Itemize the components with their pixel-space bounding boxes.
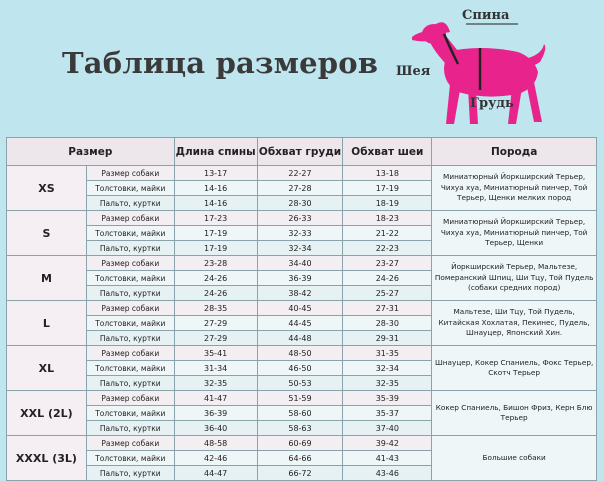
table-body (7, 166, 597, 481)
garment-type-cell: Толстовки, майки (86, 226, 174, 241)
garment-type-cell: Размер собаки (86, 166, 174, 181)
breed-cell: Миниатюрный Йоркширский Терьер, Чихуа хуа, Миниатюрный пинчер, Той Терьер, Щенки мелких пород (432, 166, 597, 211)
neck-cell: 31-35 (343, 346, 432, 361)
chest-cell: 27-28 (257, 181, 343, 196)
back-length-cell: 42-46 (174, 451, 257, 466)
chest-cell: 32-33 (257, 226, 343, 241)
garment-type-cell: Размер собаки (86, 391, 174, 406)
table-row (7, 436, 597, 451)
neck-cell: 18-23 (343, 211, 432, 226)
table-row (7, 211, 597, 226)
size-cell: L (7, 301, 87, 346)
chest-cell: 44-45 (257, 316, 343, 331)
back-length-cell: 17-23 (174, 211, 257, 226)
size-table (6, 137, 597, 481)
dog-illustration (388, 4, 558, 134)
chest-cell: 51-59 (257, 391, 343, 406)
chest-cell: 66-72 (257, 466, 343, 481)
back-length-cell: 17-19 (174, 226, 257, 241)
back-length-cell: 31-34 (174, 361, 257, 376)
back-length-cell: 44-47 (174, 466, 257, 481)
garment-type-cell: Размер собаки (86, 346, 174, 361)
breed-cell: Большие собаки (432, 436, 597, 481)
size-cell: XXXL (3L) (7, 436, 87, 481)
back-length-cell: 36-40 (174, 421, 257, 436)
neck-cell: 32-34 (343, 361, 432, 376)
header-chest: Обхват груди (257, 138, 343, 166)
size-cell: XXL (2L) (7, 391, 87, 436)
back-length-cell: 24-26 (174, 271, 257, 286)
chest-cell: 26-33 (257, 211, 343, 226)
garment-type-cell: Пальто, куртки (86, 241, 174, 256)
chest-cell: 34-40 (257, 256, 343, 271)
garment-type-cell: Толстовки, майки (86, 271, 174, 286)
neck-cell: 24-26 (343, 271, 432, 286)
garment-type-cell: Размер собаки (86, 211, 174, 226)
header-back-length: Длина спины (174, 138, 257, 166)
chest-cell: 50-53 (257, 376, 343, 391)
chest-cell: 22-27 (257, 166, 343, 181)
neck-cell: 17-19 (343, 181, 432, 196)
chest-cell: 60-69 (257, 436, 343, 451)
chest-cell: 58-60 (257, 406, 343, 421)
chest-cell: 32-34 (257, 241, 343, 256)
neck-cell: 35-39 (343, 391, 432, 406)
breed-cell: Кокер Спаниель, Бишон Фриз, Керн Блю Терьер (432, 391, 597, 436)
breed-cell: Миниатюрный Йоркширский Терьер, Чихуа хуа, Миниатюрный пинчер, Той Терьер, Щенки (432, 211, 597, 256)
back-length-cell: 36-39 (174, 406, 257, 421)
table-row (7, 301, 597, 316)
neck-cell: 18-19 (343, 196, 432, 211)
neck-cell: 25-27 (343, 286, 432, 301)
garment-type-cell: Пальто, куртки (86, 466, 174, 481)
breed-cell: Йоркширский Терьер, Мальтезе, Померанский Шпиц, Ши Тцу, Той Пудель (собаки средних пород) (432, 256, 597, 301)
back-length-cell: 27-29 (174, 331, 257, 346)
neck-cell: 43-46 (343, 466, 432, 481)
breed-cell: Шнауцер, Кокер Спаниель, Фокс Терьер, Скотч Терьер (432, 346, 597, 391)
garment-type-cell: Толстовки, майки (86, 451, 174, 466)
garment-type-cell: Пальто, куртки (86, 421, 174, 436)
chest-cell: 28-30 (257, 196, 343, 211)
neck-cell: 35-37 (343, 406, 432, 421)
garment-type-cell: Размер собаки (86, 301, 174, 316)
neck-cell: 37-40 (343, 421, 432, 436)
neck-label: Шея (396, 64, 431, 79)
back-length-cell: 48-58 (174, 436, 257, 451)
garment-type-cell: Пальто, куртки (86, 286, 174, 301)
garment-type-cell: Размер собаки (86, 436, 174, 451)
back-length-cell: 28-35 (174, 301, 257, 316)
neck-cell: 22-23 (343, 241, 432, 256)
garment-type-cell: Толстовки, майки (86, 316, 174, 331)
size-cell: M (7, 256, 87, 301)
garment-type-cell: Пальто, куртки (86, 376, 174, 391)
size-cell: XS (7, 166, 87, 211)
table-row (7, 346, 597, 361)
garment-type-cell: Размер собаки (86, 256, 174, 271)
back-length-cell: 23-28 (174, 256, 257, 271)
neck-cell: 39-42 (343, 436, 432, 451)
size-cell: S (7, 211, 87, 256)
table-header-row (7, 138, 597, 166)
neck-cell: 21-22 (343, 226, 432, 241)
size-cell: XL (7, 346, 87, 391)
chest-cell: 38-42 (257, 286, 343, 301)
table-row (7, 166, 597, 181)
chest-cell: 64-66 (257, 451, 343, 466)
chest-label: Грудь (470, 96, 514, 111)
back-length-cell: 13-17 (174, 166, 257, 181)
back-length-cell: 32-35 (174, 376, 257, 391)
breed-cell: Мальтезе, Ши Тцу, Той Пудель, Китайская Хохлатая, Пекинес, Пудель, Шнауцер, Японский Хин. (432, 301, 597, 346)
back-length-cell: 14-16 (174, 181, 257, 196)
neck-cell: 27-31 (343, 301, 432, 316)
chest-cell: 40-45 (257, 301, 343, 316)
neck-cell: 28-30 (343, 316, 432, 331)
back-length-cell: 41-47 (174, 391, 257, 406)
header-size: Размер (7, 138, 175, 166)
back-label: Спина (462, 8, 510, 23)
neck-cell: 32-35 (343, 376, 432, 391)
back-length-cell: 24-26 (174, 286, 257, 301)
neck-cell: 13-18 (343, 166, 432, 181)
back-length-cell: 35-41 (174, 346, 257, 361)
garment-type-cell: Толстовки, майки (86, 406, 174, 421)
neck-cell: 41-43 (343, 451, 432, 466)
chest-cell: 36-39 (257, 271, 343, 286)
chest-cell: 46-50 (257, 361, 343, 376)
back-length-cell: 27-29 (174, 316, 257, 331)
garment-type-cell: Толстовки, майки (86, 181, 174, 196)
chest-cell: 48-50 (257, 346, 343, 361)
page-title: Таблица размеров (62, 46, 379, 80)
back-length-cell: 14-16 (174, 196, 257, 211)
header-breed: Порода (432, 138, 597, 166)
back-length-cell: 17-19 (174, 241, 257, 256)
garment-type-cell: Пальто, куртки (86, 331, 174, 346)
neck-cell: 29-31 (343, 331, 432, 346)
garment-type-cell: Толстовки, майки (86, 361, 174, 376)
chest-cell: 58-63 (257, 421, 343, 436)
garment-type-cell: Пальто, куртки (86, 196, 174, 211)
chest-cell: 44-48 (257, 331, 343, 346)
table-row (7, 391, 597, 406)
header-neck: Обхват шеи (343, 138, 432, 166)
table-row (7, 256, 597, 271)
neck-cell: 23-27 (343, 256, 432, 271)
